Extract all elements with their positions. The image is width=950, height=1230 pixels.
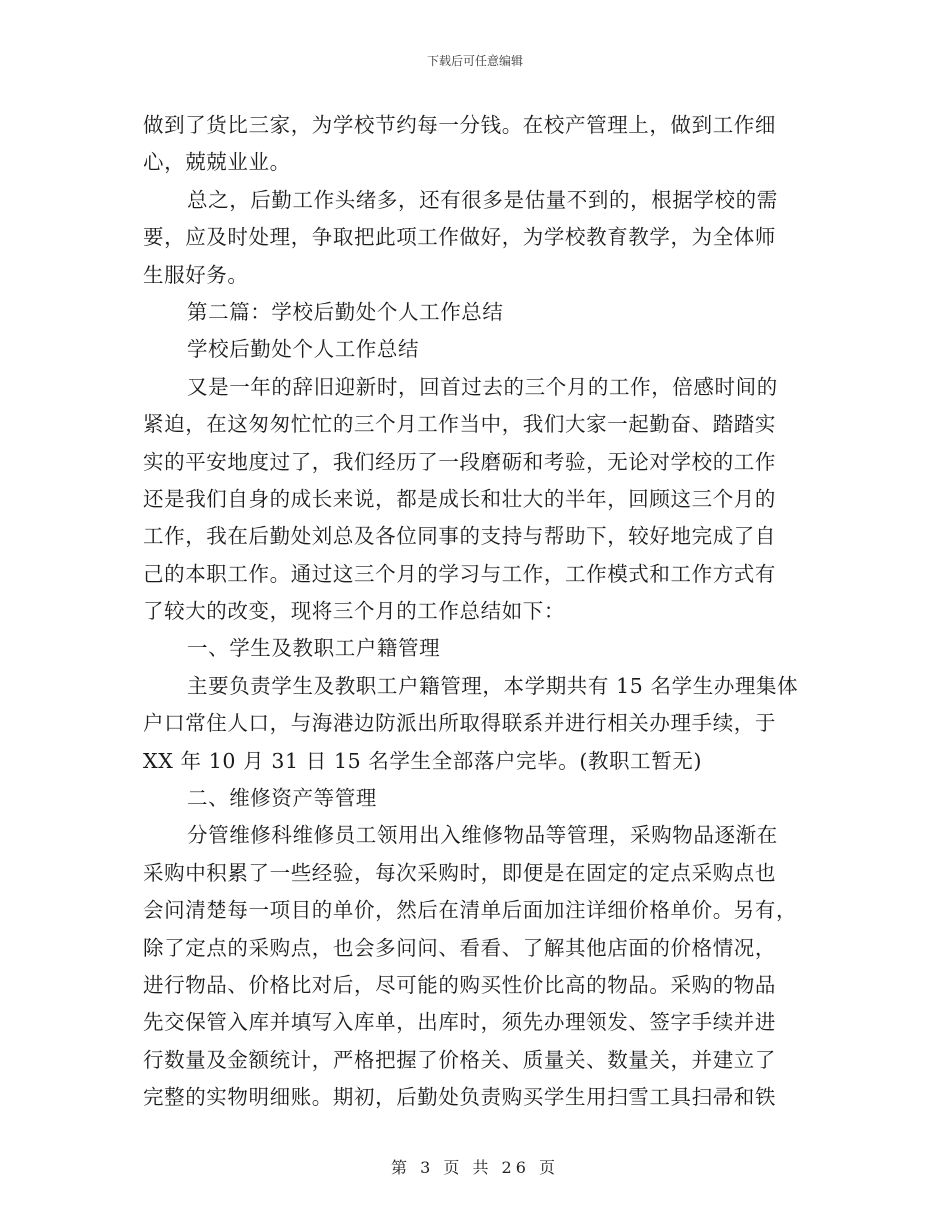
document-body — [143, 107, 808, 1117]
section-heading: 一、学生及教职工户籍管理 — [187, 636, 441, 661]
text-line: 又是一年的辞旧迎新时，回首过去的三个月的工作，倍感时间的 — [187, 374, 778, 399]
text-line: XX 年 10 月 31 日 15 名学生全部落户完毕。(教职工暂无) — [143, 748, 703, 773]
text-line: 心，兢兢业业。 — [143, 150, 291, 175]
text-line: 还是我们自身的成长来说，都是成长和壮大的半年，回顾这三个月的 — [143, 486, 776, 511]
text-line: 生服好务。 — [143, 262, 249, 287]
section-heading: 二、维修资产等管理 — [187, 786, 377, 811]
text-line: 己的本职工作。通过这三个月的学习与工作，工作模式和工作方式有 — [143, 561, 776, 586]
text-line: 总之，后勤工作头绪多，还有很多是估量不到的，根据学校的需 — [187, 187, 778, 212]
text-line: 分管维修科维修员工领用出入维修物品等管理，采购物品逐渐在 — [187, 823, 778, 848]
text-line: 除了定点的采购点，也会多问问、看看、了解其他店面的价格情况， — [143, 935, 776, 960]
text-line: 了较大的改变，现将三个月的工作总结如下： — [143, 599, 565, 624]
text-line: 完整的实物明细账。期初，后勤处负责购买学生用扫雪工具扫帚和铁 — [143, 1085, 776, 1110]
text-line: 会问清楚每一项目的单价，然后在清单后面加注详细价格单价。另有， — [143, 898, 798, 923]
text-line: 做到了货比三家，为学校节约每一分钱。在校产管理上，做到工作细 — [143, 113, 776, 137]
text-line: 户口常住人口，与海港边防派出所取得联系并进行相关办理手续，于 — [143, 711, 776, 736]
text-line: 行数量及金额统计，严格把握了价格关、质量关、数量关，并建立了 — [143, 1047, 776, 1072]
text-line: 工作，我在后勤处刘总及各位同事的支持与帮助下，较好地完成了自 — [143, 524, 776, 549]
text-line: 先交保管入库并填写入库单，出库时，须先办理领发、签字手续并进 — [143, 1010, 776, 1035]
text-line: 紧迫，在这匆匆忙忙的三个月工作当中，我们大家一起勤奋、踏踏实 — [143, 412, 776, 437]
page-header: 下载后可任意编辑 — [426, 54, 523, 68]
text-line: 采购中积累了一些经验，每次采购时，即便是在固定的定点采购点也 — [143, 860, 776, 885]
text-line: 主要负责学生及教职工户籍管理，本学期共有 15 名学生办理集体 — [187, 673, 799, 698]
section-title: 第二篇：学校后勤处个人工作总结 — [187, 299, 504, 324]
text-line: 实的平安地度过了，我们经历了一段磨砺和考验，无论对学校的工作 — [143, 449, 776, 474]
text-line: 要，应及时处理，争取把此项工作做好，为学校教育教学，为全体师 — [143, 225, 776, 250]
page-footer: 第 3 页 共 26 页 — [391, 1158, 559, 1177]
section-subtitle: 学校后勤处个人工作总结 — [187, 337, 420, 362]
text-line: 进行物品、价格比对后，尽可能的购买性价比高的物品。采购的物品 — [143, 972, 776, 997]
